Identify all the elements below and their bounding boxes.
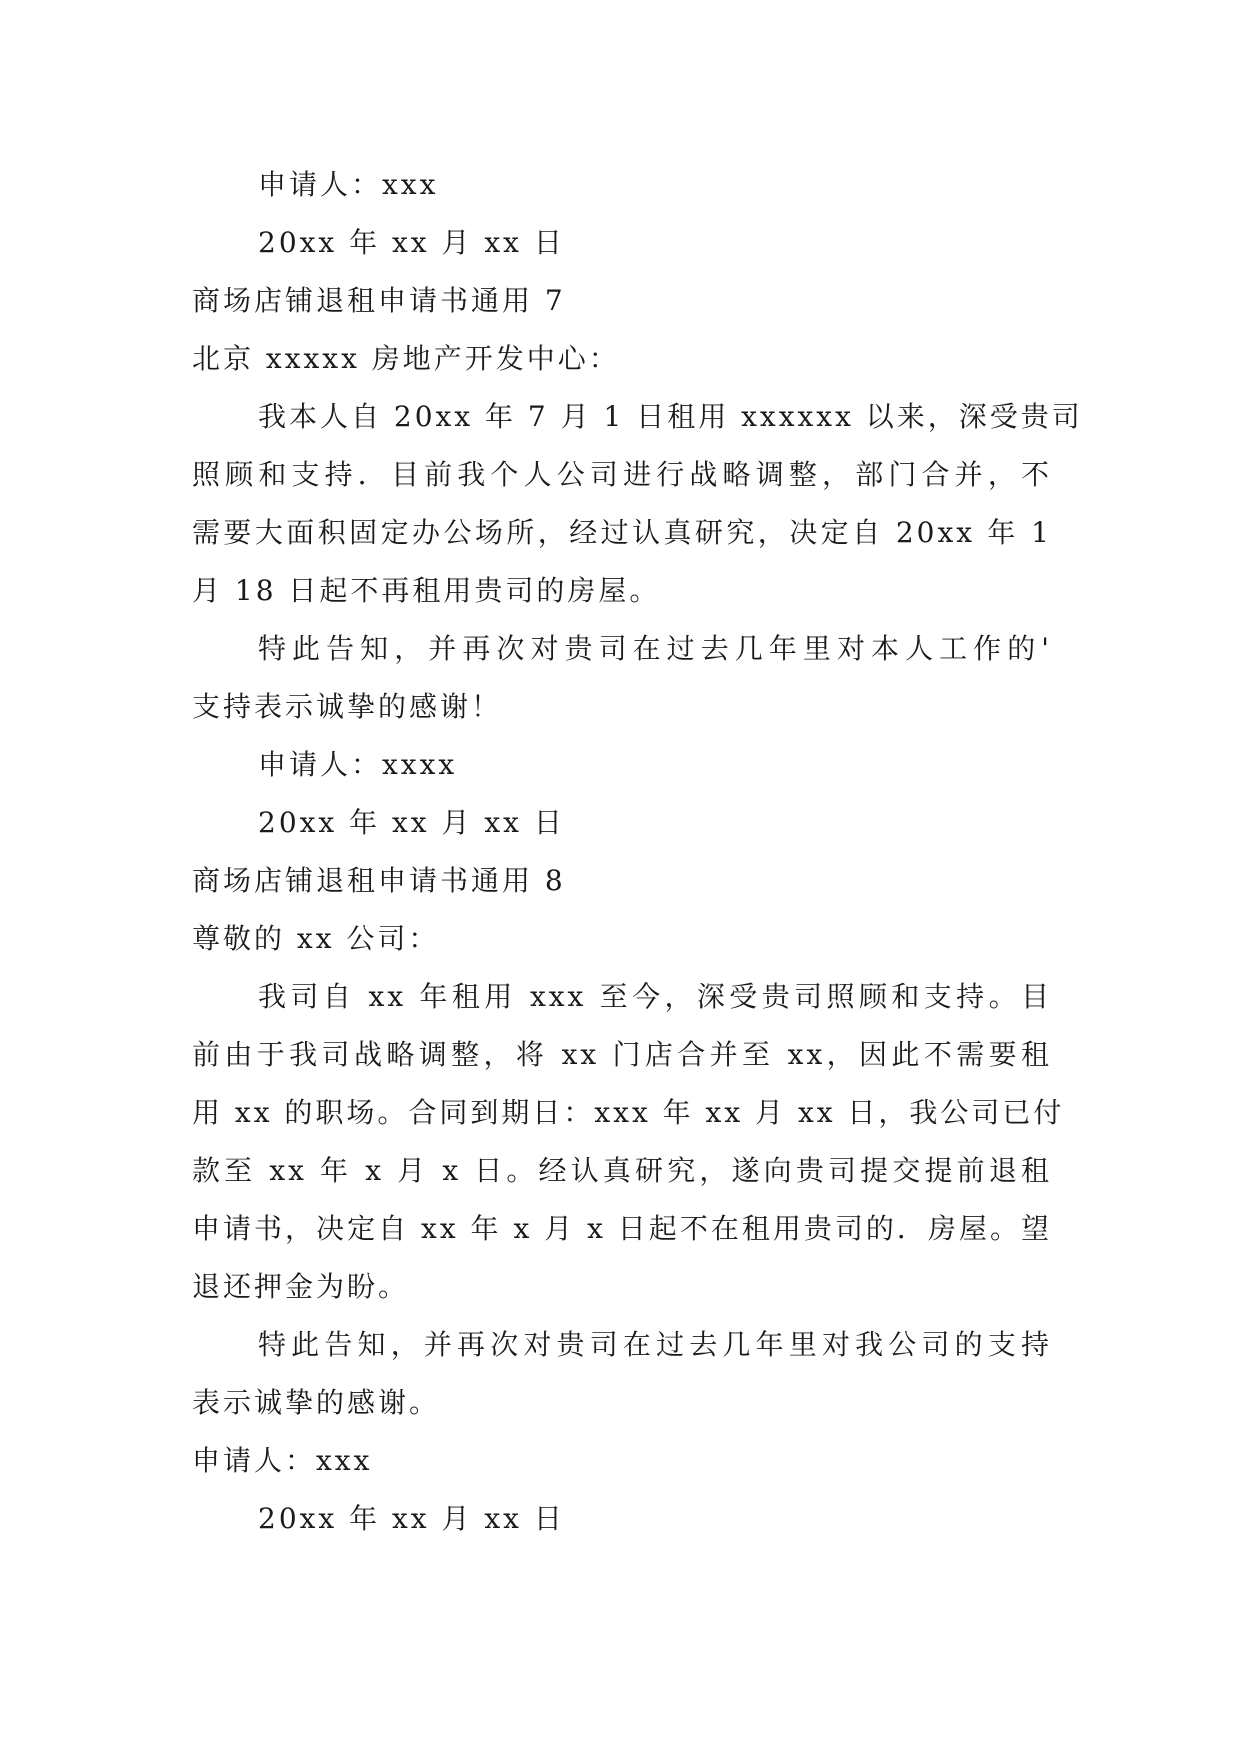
body-paragraph-line: 前由于我司战略调整，将 xx 门店合并至 xx，因此不需要租: [192, 1038, 1052, 1071]
closing-paragraph-line: 特此告知，并再次对贵司在过去几年里对本人工作的': [258, 632, 1052, 665]
body-paragraph-line: 照顾和支持．目前我个人公司进行战略调整，部门合并，不: [192, 458, 1052, 491]
body-paragraph-line: 退还押金为盼。: [192, 1270, 410, 1303]
recipient-line: 北京 xxxxx 房地产开发中心：: [192, 342, 620, 375]
body-paragraph-line: 需要大面积固定办公场所，经过认真研究，决定自 20xx 年 1: [192, 516, 1052, 549]
body-paragraph-line: 月 18 日起不再租用贵司的房屋。: [192, 574, 661, 607]
closing-paragraph-line: 支持表示诚挚的感谢！: [192, 690, 503, 723]
body-paragraph-line: 申请书，决定自 xx 年 x 月 x 日起不在租用贵司的．房屋。望: [192, 1212, 1052, 1245]
closing-paragraph-line: 特此告知，并再次对贵司在过去几年里对我公司的支持: [258, 1328, 1052, 1361]
body-paragraph-line: 用 xx 的职场。合同到期日：xxx 年 xx 月 xx 日，我公司已付: [192, 1096, 1065, 1129]
applicant-line: 申请人：xxx: [192, 1444, 373, 1477]
recipient-line: 尊敬的 xx 公司：: [192, 922, 440, 955]
body-paragraph-line: 我本人自 20xx 年 7 月 1 日租用 xxxxxx 以来，深受贵司: [258, 400, 1083, 433]
body-paragraph-line: 款至 xx 年 x 月 x 日。经认真研究，遂向贵司提交提前退租: [192, 1154, 1052, 1187]
section-title-7: 商场店铺退租申请书通用 7: [192, 284, 566, 317]
body-paragraph-line: 我司自 xx 年租用 xxx 至今，深受贵司照顾和支持。目: [258, 980, 1052, 1013]
closing-paragraph-line: 表示诚挚的感谢。: [192, 1386, 441, 1419]
date-line: 20xx 年 xx 月 xx 日: [258, 226, 565, 259]
date-line: 20xx 年 xx 月 xx 日: [258, 1502, 565, 1535]
applicant-line: 申请人：xxx: [258, 168, 439, 201]
section-title-8: 商场店铺退租申请书通用 8: [192, 864, 566, 897]
applicant-line: 申请人：xxxx: [258, 748, 458, 781]
date-line: 20xx 年 xx 月 xx 日: [258, 806, 565, 839]
